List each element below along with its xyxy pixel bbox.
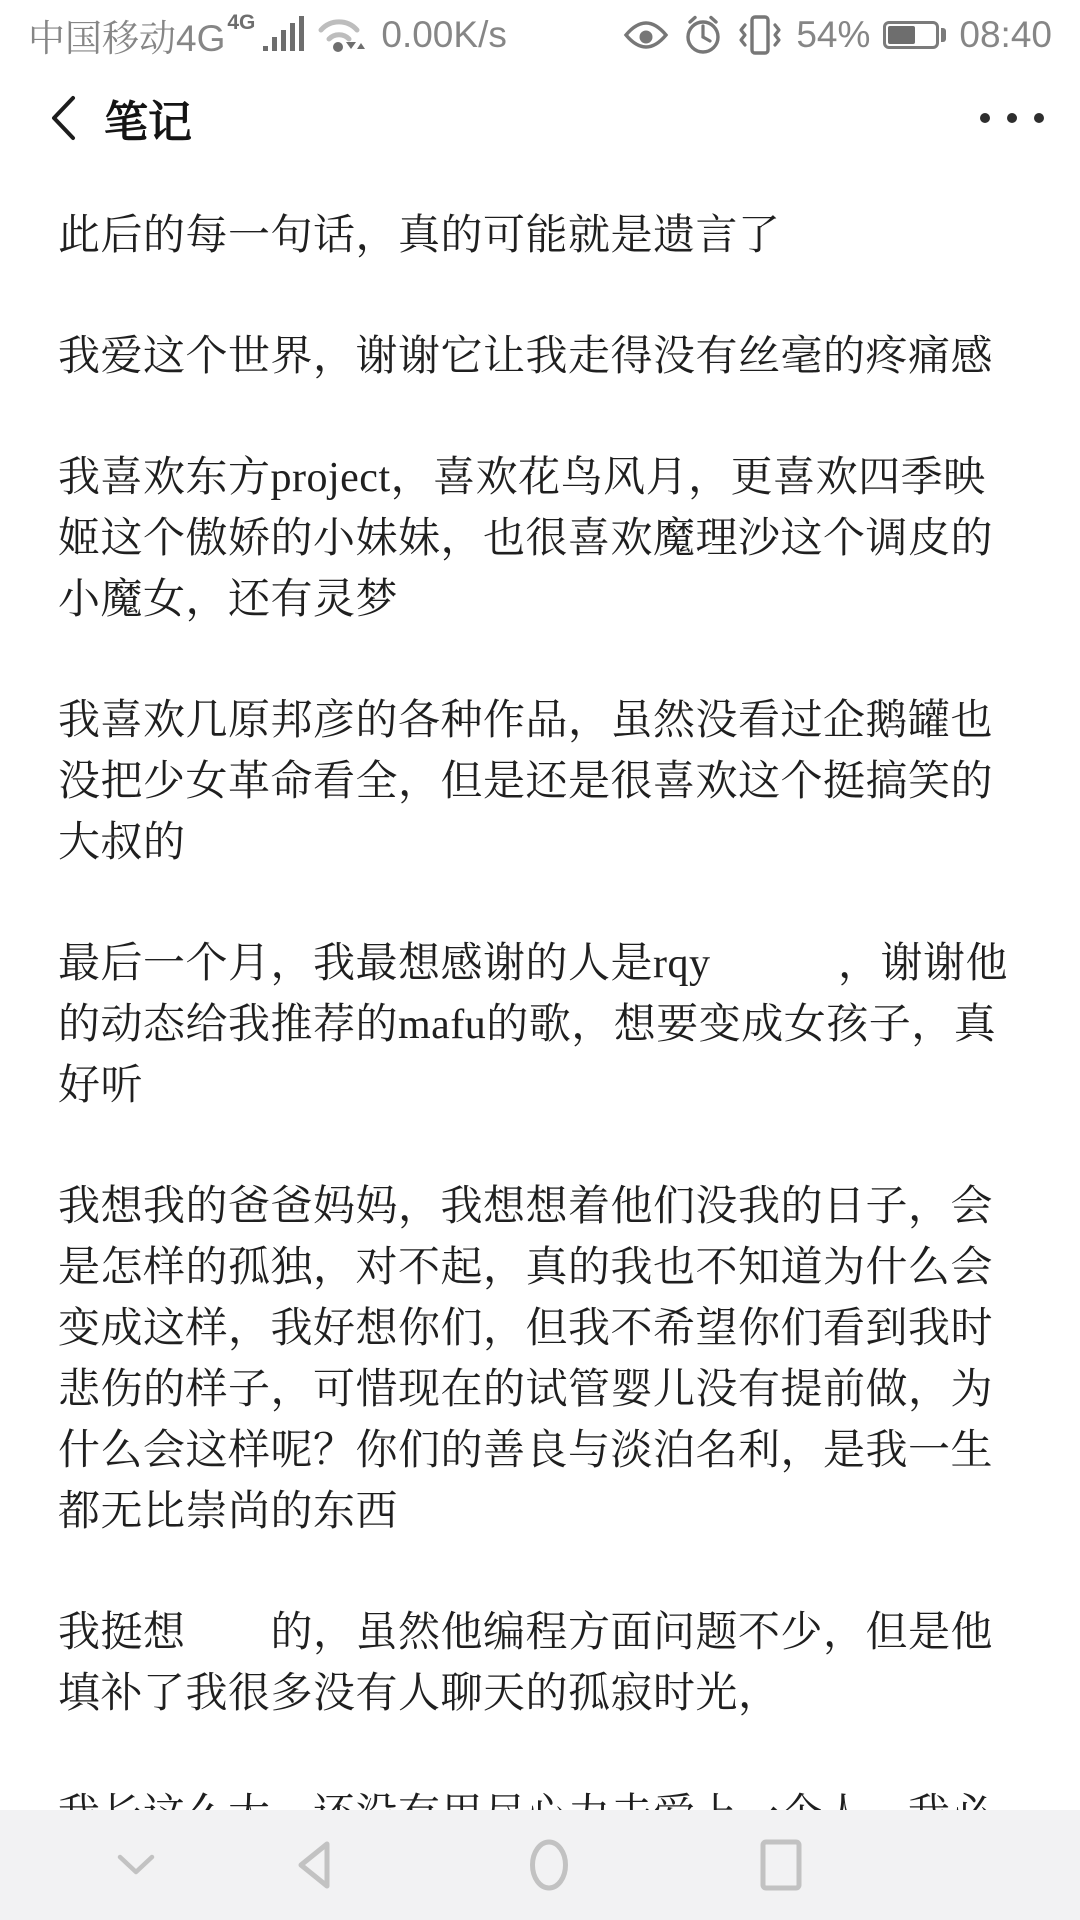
- note-paragraph: 我喜欢几原邦彦的各种作品，虽然没看过企鹅罐也没把少女革命看全，但是还是很喜欢这个挺搞笑的大叔的: [58, 698, 994, 866]
- note-paragraph: 我爱这个世界，谢谢它让我走得没有丝毫的疼痛感: [58, 334, 994, 380]
- battery-percent-label: 54%: [796, 14, 871, 55]
- note-paragraph: 此后的每一句话，真的可能就是遗言了: [58, 213, 781, 259]
- eye-comfort-icon: [623, 18, 669, 52]
- recents-square-icon: [759, 1838, 803, 1892]
- nav-home-button[interactable]: [494, 1810, 604, 1920]
- signal-strength-icon: [261, 15, 305, 55]
- navigation-bar: [0, 1810, 1080, 1920]
- page-title: 笔记: [104, 98, 192, 147]
- nav-hide-button[interactable]: [81, 1810, 191, 1920]
- more-menu-button[interactable]: [963, 70, 1044, 166]
- back-triangle-icon: [294, 1839, 334, 1891]
- note-content[interactable]: [0, 166, 1080, 1810]
- nav-back-button[interactable]: [259, 1810, 369, 1920]
- status-bar-left: [28, 8, 507, 62]
- note-paragraph: 我想我的爸爸妈妈，我想想着他们没我的日子，会是怎样的孤独，对不起，真的我也不知道为什么会变成这样，我好想你们，但我不希望你们看到我时悲伤的样子，可惜现在的试管婴儿没有提前做，为什么会这样呢？你们的善良与淡泊名利，是我一生都无比崇尚的东西: [58, 1184, 994, 1535]
- more-menu-icon: [980, 113, 990, 123]
- wifi-icon: [317, 15, 367, 55]
- note-paragraph: 我喜欢东方project，喜欢花鸟风月，更喜欢四季映姬这个傲娇的小妹妹，也很喜欢魔理沙这个调皮的小魔女，还有灵梦: [58, 455, 994, 623]
- home-circle-icon: [527, 1838, 571, 1892]
- alarm-icon: [682, 14, 724, 56]
- status-bar: [0, 0, 1080, 70]
- time-label: 08:40: [959, 14, 1052, 55]
- battery-icon: [883, 21, 939, 49]
- network-type-badge: 4G: [227, 11, 256, 34]
- header: [0, 70, 1080, 166]
- back-icon: [48, 94, 78, 142]
- carrier-label: 中国移动4G: [28, 18, 226, 59]
- back-button[interactable]: [38, 83, 88, 153]
- nav-recents-button[interactable]: [726, 1810, 836, 1920]
- chevron-down-icon: [116, 1853, 156, 1877]
- status-bar-right: [610, 14, 1052, 56]
- battery-cap: [941, 28, 946, 42]
- vibrate-icon: [737, 14, 783, 56]
- note-paragraph: 我挺想 的，虽然他编程方面问题不少，但是他填补了我很多没有人聊天的孤寂时光，: [58, 1610, 994, 1717]
- network-speed-label: 0.00K/s: [381, 14, 507, 55]
- note-paragraph: 最后一个月，我最想感谢的人是rqy ，谢谢他的动态给我推荐的mafu的歌，想要变成女孩子，真好听: [58, 941, 1008, 1109]
